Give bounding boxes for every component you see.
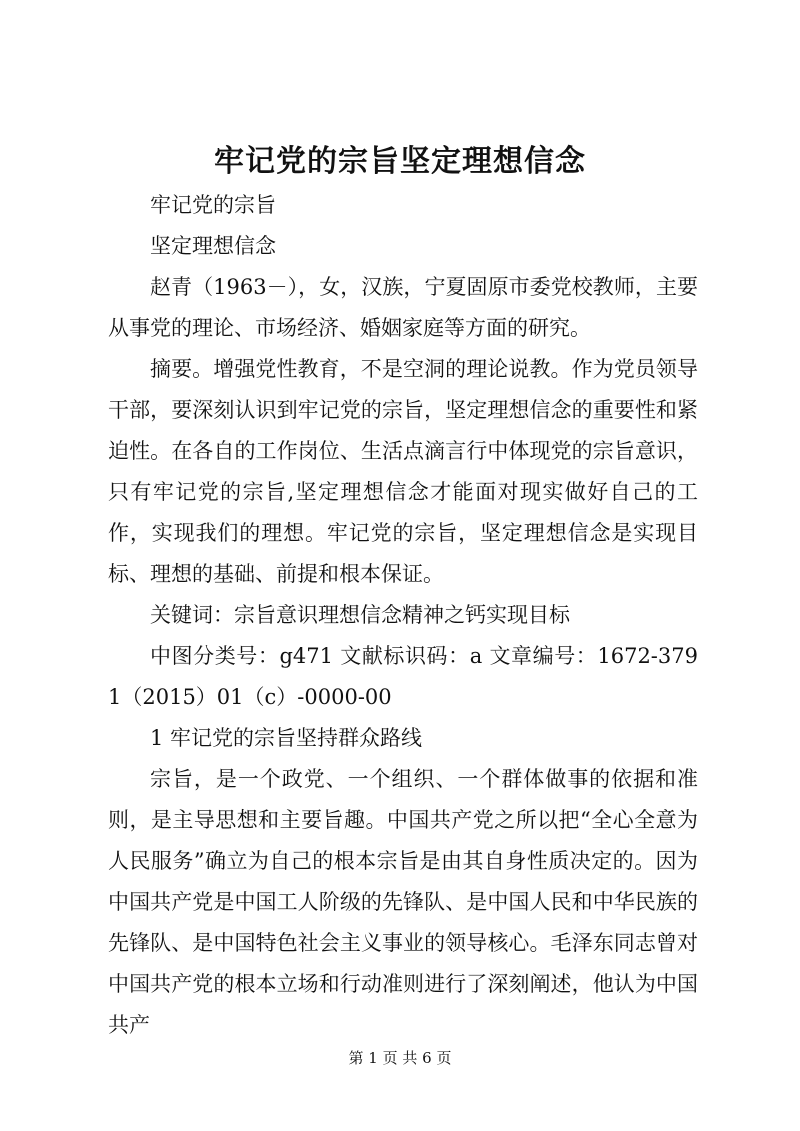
abstract-paragraph: 摘要。增强党性教育，不是空洞的理论说教。作为党员领导干部，要深刻认识到牢记党的宗旨，坚定理想信念的重要性和紧迫性。在各自的工作岗位、生活点滴言行中体现党的宗旨意识，只有牢记党的宗旨,坚定理想信念才能面对现实做好自己的工作，实现我们的理想。牢记党的宗旨，坚定理想信念是实现目标、理想的基础、前提和根本保证。	[108, 357, 698, 586]
body-paragraph: 宗旨，是一个政党、一个组织、一个群体做事的依据和准则，是主导思想和主要旨趣。中国共产党之所以把“全心全意为人民服务”确立为自己的根本宗旨是由其自身性质决定的。因为中国共产党是中国工人阶级的先锋队、是中国人民和中华民族的先锋队、是中国特色社会主义事业的领导核心。毛泽东同志曾对中国共产党的根本立场和行动准则进行了深刻阐述，他认为中国共产	[108, 767, 698, 1037]
document-title: 牢记党的宗旨坚定理想信念	[214, 144, 586, 179]
document-body	[108, 185, 698, 1046]
keywords-paragraph: 关键词：宗旨意识理想信念精神之钙实现目标	[150, 603, 570, 627]
section-heading: 牢记党的宗旨	[150, 193, 276, 217]
author-info-paragraph: 赵青（1963－），女，汉族，宁夏固原市委党校教师，主要从事党的理论、市场经济、婚姻家庭等方面的研究。	[108, 275, 698, 340]
section-heading: 坚定理想信念	[150, 234, 276, 258]
section-heading: 1 牢记党的宗旨坚持群众路线	[150, 726, 423, 750]
page-number-footer: 第 1 页 共 6 页	[348, 1049, 452, 1067]
classification-paragraph: 中图分类号：g471 文献标识码：a 文章编号：1672-3791（2015）01（c）-0000-00	[108, 644, 698, 709]
